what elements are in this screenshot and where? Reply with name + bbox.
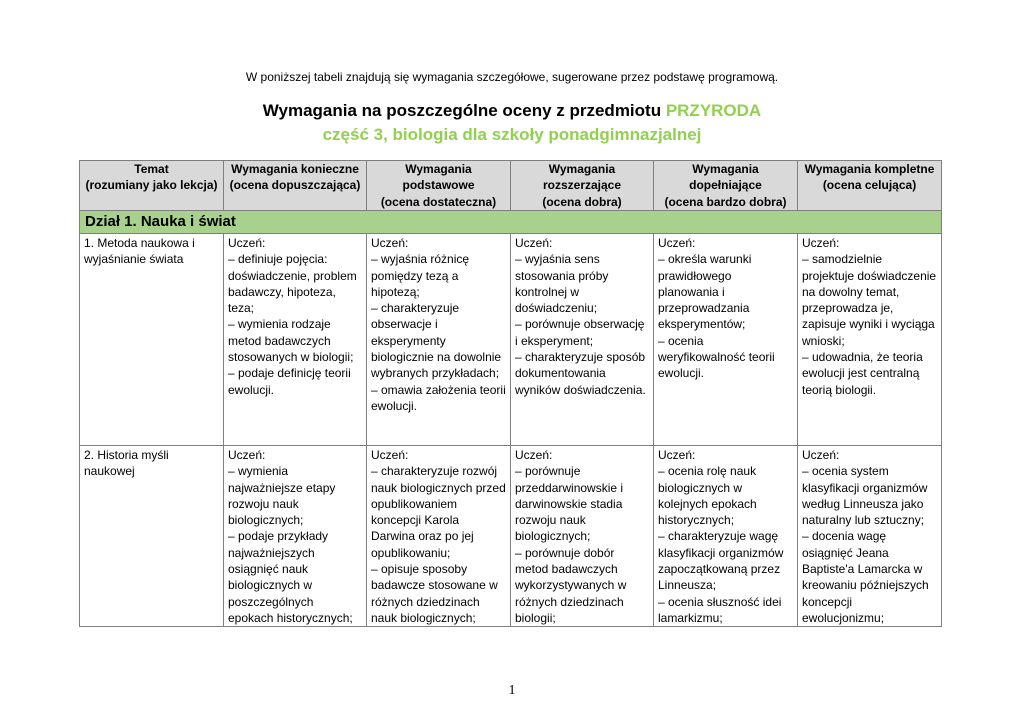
requirement-cell [511,234,654,446]
requirement-item: – wyjaśnia sens stosowania próby kontrolnej w doświadczeniu; [515,252,609,316]
requirement-item: – samodzielnie projektuje doświadczenie na dowolny temat, przeprowadza je, zapisuje wyniki i wyciąga wnioski; [802,252,937,348]
requirement-cell [224,234,367,446]
requirement-item: – definiuje pojęcia: doświadczenie, problem badawczy, hipoteza, teza; [228,252,357,316]
cell-lead: Uczeń: [658,236,696,250]
cell-lead: Uczeń: [515,448,553,462]
requirement-item: – podaje definicję teorii ewolucji. [228,366,351,397]
header-complete: Wymagania kompletne (ocena celująca) [798,161,942,211]
requirement-item: – wymienia rodzaje metod badawczych stosowanych w biologii; [228,317,354,365]
requirement-cell [224,446,367,627]
requirement-cell [367,234,511,446]
requirement-item: – opisuje sposoby badawcze stosowane w różnych dziedzinach nauk biologicznych; [371,562,498,625]
requirement-item: – wyjaśnia różnicę pomiędzy tezą a hipotezą; [371,252,470,299]
cell-lead: Uczeń: [658,448,696,462]
section-row [80,211,942,234]
cell-lead: Uczeń: [371,236,409,250]
requirement-item: – udowadnia, że teoria ewolucji jest centralną teorią biologii. [802,350,923,397]
requirement-item: – wymienia najważniejsze etapy rozwoju nauk biologicznych; [228,464,336,528]
header-extended: Wymagania rozszerzające (ocena dobra) [511,161,654,211]
requirement-item: – podaje przykłady najważniejszych osiągnięć nauk biologicznych w poszczególnych epokach historycznych; [228,529,353,625]
requirement-item: – docenia wagę osiągnięć Jeana Baptiste'a Lamarcka w kreowaniu późniejszych koncepcji ewolucjonizmu; [802,529,929,625]
cell-lead: Uczeń: [228,448,266,462]
intro-text: W poniższej tabeli znajdują się wymagania szczegółowe, sugerowane przez podstawę programową. [245,70,779,84]
requirements-table [79,160,942,627]
requirement-item: – charakteryzuje sposób dokumentowania wyników doświadczenia. [515,350,646,397]
header-topic: Temat (rozumiany jako lekcja) [80,161,224,211]
requirement-cell [654,234,798,446]
table-row [80,446,942,627]
topic-cell: 1. Metoda naukowa i wyjaśnianie świata [80,234,224,446]
requirement-item: – ocenia system klasyfikacji organizmów według Linneusza jako naturalny lub sztuczny; [802,464,928,528]
page-number: 1 [508,683,516,698]
requirement-item: – charakteryzuje wagę klasyfikacji organizmów zapoczątkowaną przez Linneusza; [658,529,784,593]
requirement-item: – ocenia weryfikowalność teorii ewolucji. [658,333,775,381]
requirement-cell [654,446,798,627]
document-subtitle: część 3, biologia dla szkoły ponadgimnazjalnej [322,125,702,144]
requirement-cell [367,446,511,627]
requirement-item: – porównuje dobór metod badawczych wykorzystywanych w różnych dziedzinach biologii; [515,545,627,625]
requirement-item: – ocenia słuszność idei lamarkizmu; [658,594,782,625]
table-row [80,234,942,446]
cell-lead: Uczeń: [228,236,266,250]
requirement-item: – określa warunki prawidłowego planowania i przeprowadzania eksperymentów; [658,252,752,332]
requirement-item: – ocenia rolę nauk biologicznych w kolejnych epokach historycznych; [658,464,757,528]
title-subject: PRZYRODA [665,101,762,120]
requirement-cell [798,234,942,446]
cell-lead: Uczeń: [802,448,840,462]
section-title: Dział 1. Nauka i świat [80,211,942,234]
requirement-item: – porównuje obserwację i eksperyment; [515,317,645,348]
requirement-item: – omawia założenia teorii ewolucji. [371,382,506,413]
header-supplementary: Wymagania dopełniające (ocena bardzo dobra) [654,161,798,211]
cell-lead: Uczeń: [802,236,840,250]
cell-lead: Uczeń: [371,448,409,462]
table-header-row [80,161,942,211]
requirement-cell [511,446,654,627]
header-basic: Wymagania podstawowe (ocena dostateczna) [367,161,511,211]
requirement-cell [798,446,942,627]
requirement-item: – charakteryzuje obserwacje i eksperymenty biologicznie na dowolnie wybranych przykładach; [371,301,502,381]
requirement-item: – porównuje przeddarwinowskie i darwinowskie stadia rozwoju nauk biologicznych; [515,464,624,544]
document-title [0,101,1024,121]
topic-cell: 2. Historia myśli naukowej [80,446,224,627]
cell-lead: Uczeń: [515,236,553,250]
requirement-item: – charakteryzuje rozwój nauk biologicznych przed opublikowaniem koncepcji Karola Darwina oraz po jej opublikowaniu; [371,464,506,560]
title-prefix: Wymagania na poszczególne oceny z przedmiotu [262,101,666,120]
header-required: Wymagania konieczne (ocena dopuszczająca) [224,161,367,211]
